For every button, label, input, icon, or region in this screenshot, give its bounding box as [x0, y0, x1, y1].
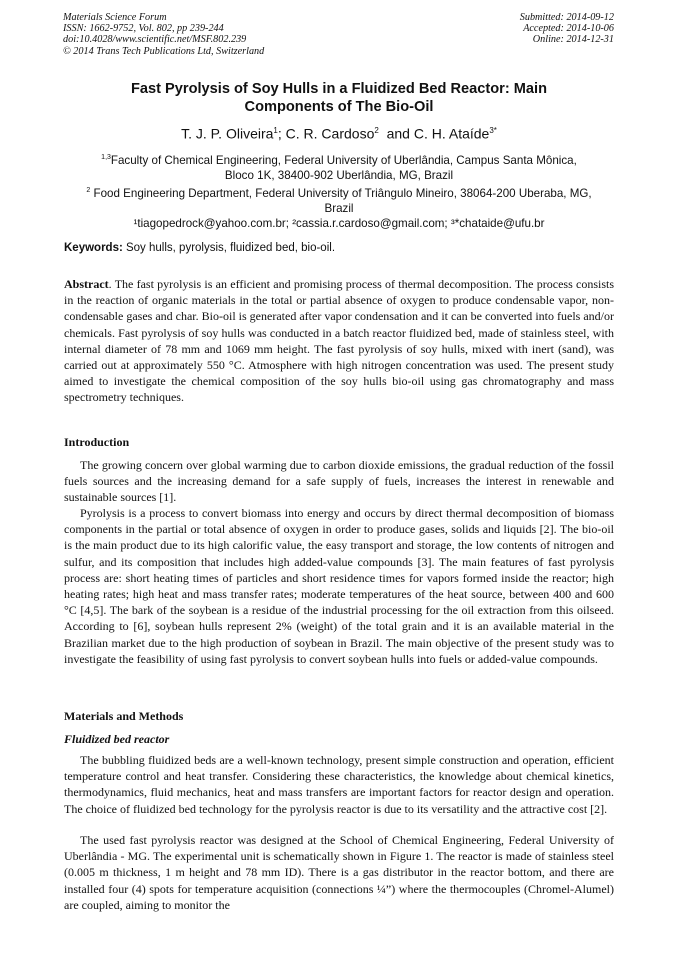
- issn-line: ISSN: 1662-9752, Vol. 802, pp 239-244: [63, 23, 224, 35]
- author-2: C. R. Cardoso: [285, 125, 375, 142]
- author-emails: ¹tiagopedrock@yahoo.com.br; ²cassia.r.cardoso@gmail.com; ³*chataide@ufu.br: [133, 216, 545, 230]
- affiliation-1-line1: Faculty of Chemical Engineering, Federal University of Uberlândia, Campus Santa Mônica,: [110, 153, 577, 167]
- author-separator: and: [378, 125, 414, 142]
- author-3-affil: 3*: [489, 126, 497, 135]
- abstract: [64, 276, 614, 406]
- author-1: T. J. P. Oliveira: [181, 125, 274, 142]
- journal-header-right: [520, 12, 614, 46]
- paper-title: [60, 80, 618, 116]
- abstract-label: Abstract: [64, 277, 109, 291]
- author-list: [60, 122, 618, 143]
- keywords: [64, 241, 614, 255]
- affiliation-2-line2: Brazil: [324, 201, 354, 215]
- affiliation-2-marker: 2: [86, 186, 91, 194]
- affiliations: [60, 150, 618, 231]
- accepted-date: Accepted: 2014-10-06: [523, 23, 614, 35]
- paper-title-line1: Fast Pyrolysis of Soy Hulls in a Fluidized Bed Reactor: Main: [130, 81, 547, 97]
- introduction-paragraph-1: The growing concern over global warming due to carbon dioxide emissions, the gradual reduction of the fossil fuels sources and the increasing demand for a safe supply of fuels, increases the interest in renewable and sustainable sources [1].: [64, 458, 614, 505]
- author-1-affil: 1: [273, 126, 278, 135]
- doi-line: doi:10.4028/www.scientific.net/MSF.802.239: [63, 34, 247, 46]
- affiliation-2: [60, 183, 618, 201]
- paper-title-line2: Components of The Bio-Oil: [244, 99, 434, 115]
- author-separator: ;: [277, 125, 286, 142]
- author-2-affil: 2: [374, 126, 379, 135]
- introduction-paragraph-2: Pyrolysis is a process to convert biomass into energy and occurs by direct thermal decomposition of biomass components in the partial or total absence of oxygen in order to produce gases, solids and liquids [2]. The bio-oil is the main product due to its high calorific value, the easy transport and storage, the low contents of nitrogen and sulfur, and its composition that includes high added-value compounds [3]. The main features of fast pyrolysis process are: short heating times of particles and short residence times for vapors formed inside the reactor; high heating rates; high heat and mass transfer rates; moderate temperatures of the heat source, between 400 and 600 °C [4,5]. The bark of the soybean is a residue of the industrial processing for the oil extraction from this oilseed. According to [6], soybean hulls represent 2% (weight) of the total grain and it is an available material in the Brazilian market due to the high production of soybean in Brazil. The main objective of the present study was to investigate the feasibility of using fast pyrolysis to convert soybean hulls into fuels or added-value compounds.: [64, 506, 614, 666]
- introduction-heading: Introduction: [64, 435, 130, 449]
- keywords-label: Keywords:: [64, 242, 123, 254]
- abstract-text: . The fast pyrolysis is an efficient and promising process of thermal decomposition. The process consists in the reaction of organic materials in the total or partial absence of oxygen to produce condensable vapor, non-condensable gases and char. Bio-oil is generated after vapor condensation and it can be converted into fuels and/or chemicals. Fast pyrolysis of soy hulls was conducted in a batch reactor fluidized bed, made of stainless steel, with internal diameter of 78 mm and 1069 mm height. The fast pyrolysis of soy hulls, mixed with inert (sand), was carried out at approximately 550 °C. Atmosphere with high nitrogen concentration was used. The present study aimed to investigate the chemical composition of the soy hulls bio-oil using gas chromatography and mass spectrometry techniques.: [64, 277, 614, 405]
- affiliation-1-line2: Bloco 1K, 38400-902 Uberlândia, MG, Brazil: [224, 168, 454, 182]
- methods-paragraph-2: The used fast pyrolysis reactor was designed at the School of Chemical Engineering, Federal University of Uberlândia - MG. The experimental unit is schematically shown in Figure 1. The reactor is made of stainless steel (0.005 m thickness, 1 m height and 78 mm ID). There is a gas distributor in the reactor bottom, and there are installed four (4) spots for temperature acquisition (connections ¼”) where the thermocouples (Chromel-Alumel) are coupled, aiming to monitor the: [64, 833, 614, 912]
- affiliation-1-marker: 1,3: [101, 154, 111, 161]
- journal-header-left: [63, 12, 264, 57]
- affiliation-2-line1: Food Engineering Department, Federal University of Triângulo Mineiro, 38064-200 Uberaba, MG,: [90, 186, 592, 200]
- affiliation-1: [60, 150, 618, 168]
- author-3: C. H. Ataíde: [413, 125, 490, 142]
- fluidized-bed-subheading: Fluidized bed reactor: [64, 732, 170, 746]
- materials-methods-heading: Materials and Methods: [64, 709, 184, 723]
- copyright-line: © 2014 Trans Tech Publications Ltd, Switzerland: [63, 45, 265, 57]
- journal-name: Materials Science Forum: [63, 12, 167, 23]
- online-date: Online: 2014-12-31: [532, 34, 614, 46]
- submitted-date: Submitted: 2014-09-12: [519, 12, 614, 23]
- keywords-text: Soy hulls, pyrolysis, fluidized bed, bio-oil.: [122, 242, 336, 254]
- methods-paragraph-1: The bubbling fluidized beds are a well-known technology, present simple construction and operation, efficient temperature control and heat transfer. Considering these characteristics, the knowledge about chemical kinetics, thermodynamics, fluid mechanics, heat and mass transfers are important factors for reactor design and operation. The choice of fluidized bed technology for the pyrolysis reactor is due to its versatility and the attractive cost [2].: [64, 753, 614, 816]
